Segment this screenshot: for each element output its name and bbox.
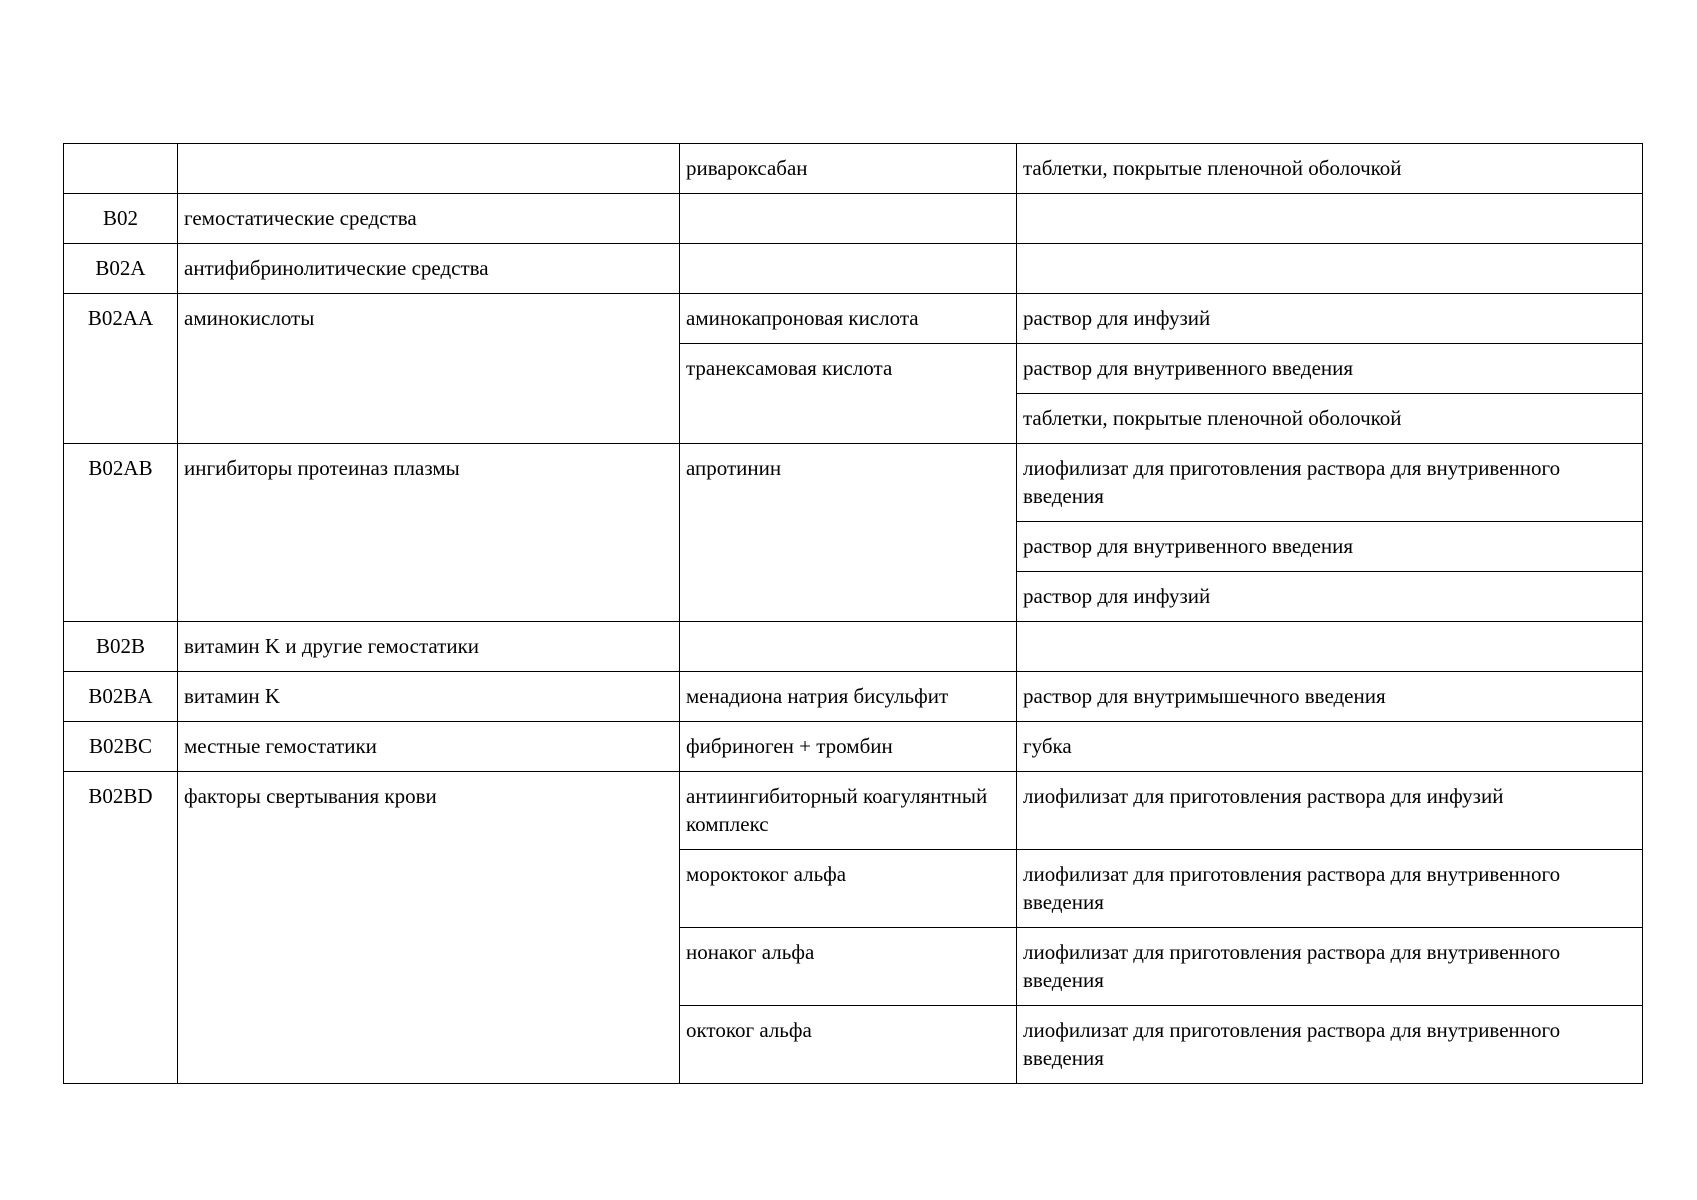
table-row bbox=[64, 772, 1643, 850]
drug-cell: ривароксабан bbox=[680, 144, 1017, 194]
table-row bbox=[64, 244, 1643, 294]
table-row bbox=[64, 722, 1643, 772]
atc-code-cell: B02B bbox=[64, 622, 178, 672]
table-row bbox=[64, 672, 1643, 722]
group-cell: гемостатические средства bbox=[178, 194, 680, 244]
drug-cell: мороктоког альфа bbox=[680, 850, 1017, 928]
atc-drug-table bbox=[63, 143, 1643, 1084]
group-cell: витамин K bbox=[178, 672, 680, 722]
atc-code-cell: B02BA bbox=[64, 672, 178, 722]
group-cell: ингибиторы протеиназ плазмы bbox=[178, 444, 680, 622]
form-cell: раствор для инфузий bbox=[1017, 572, 1643, 622]
form-cell bbox=[1017, 194, 1643, 244]
form-cell bbox=[1017, 622, 1643, 672]
atc-code-cell: B02AB bbox=[64, 444, 178, 622]
atc-code-cell bbox=[64, 144, 178, 194]
drug-cell: октоког альфа bbox=[680, 1006, 1017, 1084]
form-cell: таблетки, покрытые пленочной оболочкой bbox=[1017, 394, 1643, 444]
form-cell: раствор для внутривенного введения bbox=[1017, 522, 1643, 572]
drug-cell: транексамовая кислота bbox=[680, 344, 1017, 444]
drug-cell bbox=[680, 194, 1017, 244]
drug-cell: апротинин bbox=[680, 444, 1017, 622]
form-cell: раствор для внутримышечного введения bbox=[1017, 672, 1643, 722]
atc-code-cell: B02BD bbox=[64, 772, 178, 1084]
form-cell: раствор для внутривенного введения bbox=[1017, 344, 1643, 394]
table-row bbox=[64, 444, 1643, 522]
table-row bbox=[64, 194, 1643, 244]
table-row bbox=[64, 622, 1643, 672]
atc-code-cell: B02 bbox=[64, 194, 178, 244]
atc-code-cell: B02A bbox=[64, 244, 178, 294]
form-cell: раствор для инфузий bbox=[1017, 294, 1643, 344]
table-row bbox=[64, 294, 1643, 344]
form-cell: таблетки, покрытые пленочной оболочкой bbox=[1017, 144, 1643, 194]
form-cell: лиофилизат для приготовления раствора для инфузий bbox=[1017, 772, 1643, 850]
atc-code-cell: B02AA bbox=[64, 294, 178, 444]
drug-cell: антиингибиторный коагулянтный комплекс bbox=[680, 772, 1017, 850]
drug-cell bbox=[680, 622, 1017, 672]
form-cell: лиофилизат для приготовления раствора для внутривенного введения bbox=[1017, 928, 1643, 1006]
form-cell bbox=[1017, 244, 1643, 294]
group-cell: местные гемостатики bbox=[178, 722, 680, 772]
form-cell: губка bbox=[1017, 722, 1643, 772]
form-cell: лиофилизат для приготовления раствора для внутривенного введения bbox=[1017, 1006, 1643, 1084]
atc-code-cell: B02BC bbox=[64, 722, 178, 772]
group-cell: аминокислоты bbox=[178, 294, 680, 444]
group-cell: витамин K и другие гемостатики bbox=[178, 622, 680, 672]
table-row bbox=[64, 144, 1643, 194]
group-cell: антифибринолитические средства bbox=[178, 244, 680, 294]
drug-cell: нонаког альфа bbox=[680, 928, 1017, 1006]
form-cell: лиофилизат для приготовления раствора для внутривенного введения bbox=[1017, 444, 1643, 522]
drug-cell: фибриноген + тромбин bbox=[680, 722, 1017, 772]
drug-cell bbox=[680, 244, 1017, 294]
drug-cell: менадиона натрия бисульфит bbox=[680, 672, 1017, 722]
form-cell: лиофилизат для приготовления раствора для внутривенного введения bbox=[1017, 850, 1643, 928]
drug-cell: аминокапроновая кислота bbox=[680, 294, 1017, 344]
group-cell bbox=[178, 144, 680, 194]
group-cell: факторы свертывания крови bbox=[178, 772, 680, 1084]
